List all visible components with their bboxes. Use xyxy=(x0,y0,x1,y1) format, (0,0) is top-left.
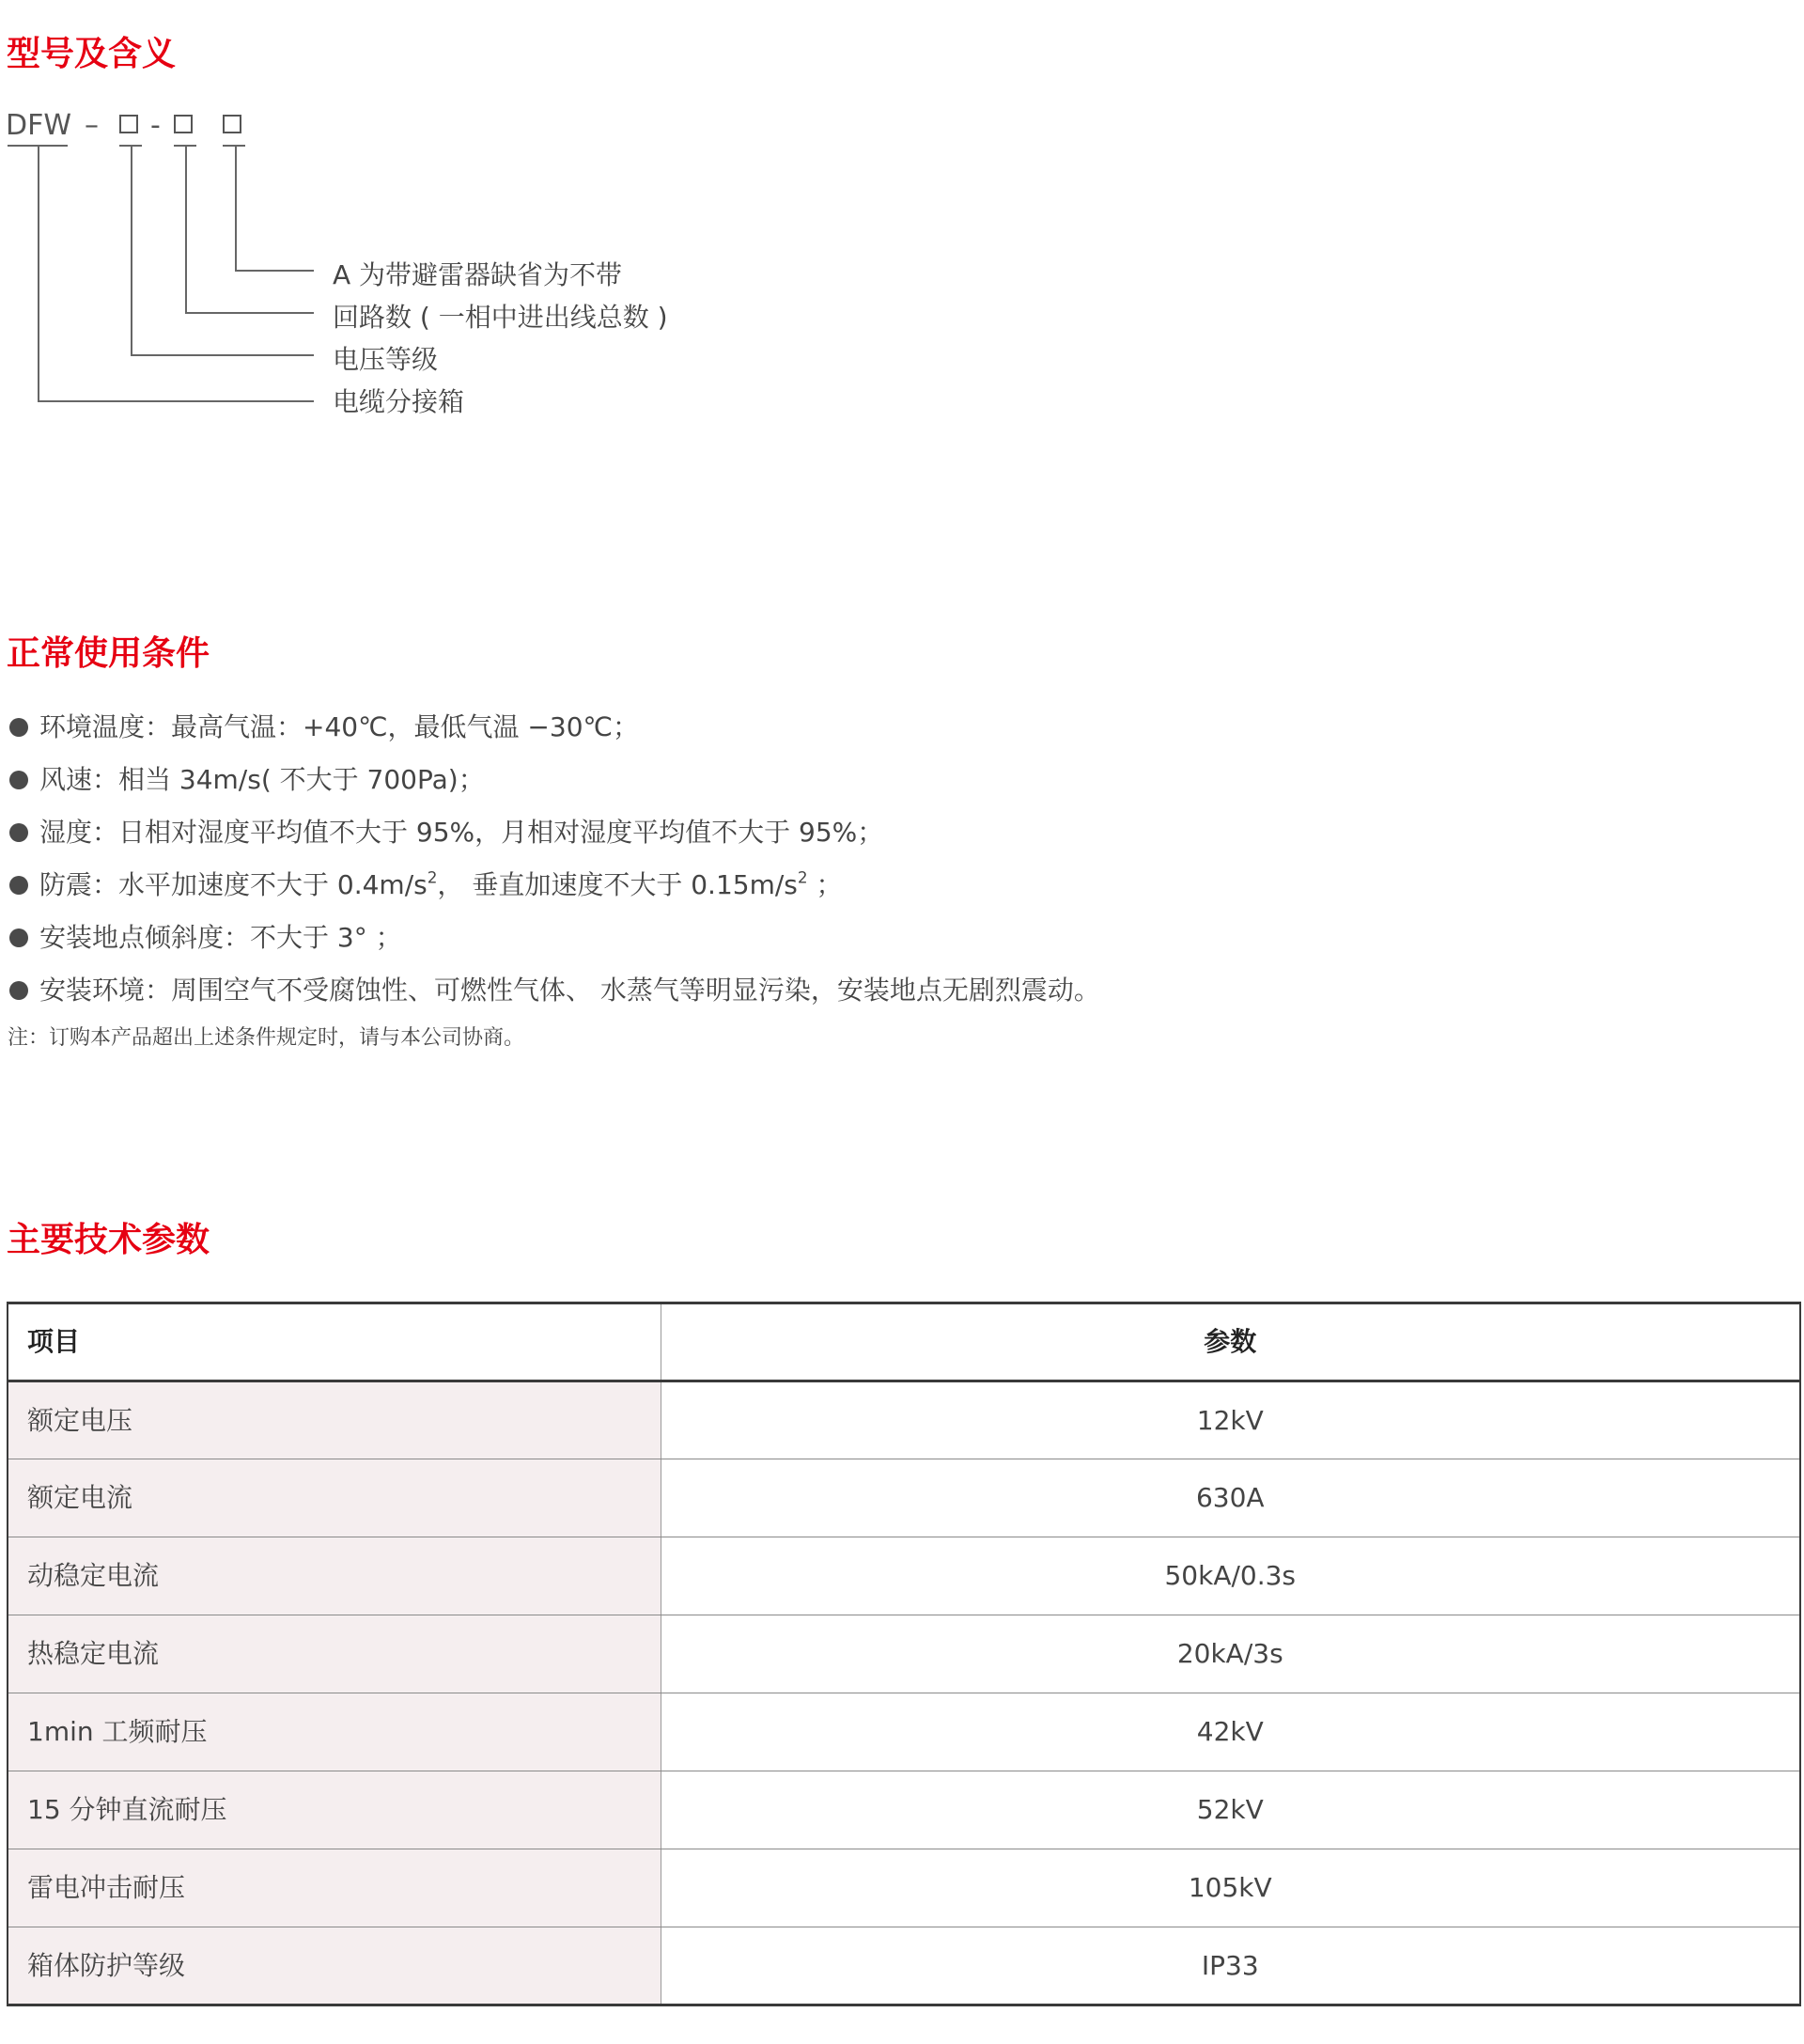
placeholder-box-arrester xyxy=(223,115,241,133)
conditions-list xyxy=(8,709,1100,1024)
seismic-vertical-exponent: 2 xyxy=(797,867,808,887)
conditions-section-title: 正常使用条件 xyxy=(7,634,210,673)
list-item xyxy=(8,972,1100,1024)
header-item: 项目 xyxy=(8,1303,661,1381)
legend-voltage: 电压等级 xyxy=(333,344,439,375)
model-code-diagram xyxy=(0,0,752,432)
row-value-rated-voltage: 12kV xyxy=(661,1381,1800,1459)
row-item-dc-withstand: 15 分钟直流耐压 xyxy=(8,1771,661,1849)
row-item-ip-rating: 箱体防护等级 xyxy=(8,1927,661,2005)
seismic-horizontal-text: 防震：水平加速度不大于 0.4m/s xyxy=(39,869,428,900)
condition-wind: 风速：相当 34m/s( 不大于 700Pa)； xyxy=(39,764,485,795)
table-row xyxy=(8,1459,1800,1537)
model-code-hyphen: - xyxy=(150,109,161,142)
placeholder-box-voltage xyxy=(119,115,138,133)
bullet-dot-icon xyxy=(9,823,28,842)
table-header-row xyxy=(8,1303,1800,1381)
bullet-dot-icon xyxy=(9,718,28,737)
row-item-power-frequency: 1min 工频耐压 xyxy=(8,1693,661,1771)
condition-seismic xyxy=(39,869,842,900)
row-item-lightning-impulse: 雷电冲击耐压 xyxy=(8,1849,661,1927)
leader-vertical-arrester xyxy=(235,147,237,272)
condition-temperature: 环境温度：最高气温：+40℃，最低气温 −30℃； xyxy=(39,711,639,742)
bullet-dot-icon xyxy=(9,771,28,789)
row-value-lightning-impulse: 105kV xyxy=(661,1849,1800,1927)
table-row xyxy=(8,1771,1800,1849)
row-item-thermal-current: 热稳定电流 xyxy=(8,1615,661,1693)
condition-inclination: 安装地点倾斜度：不大于 3° ； xyxy=(39,922,402,953)
leader-vertical-circuits xyxy=(185,147,187,314)
row-value-ip-rating: IP33 xyxy=(661,1927,1800,2005)
bullet-dot-icon xyxy=(9,981,28,1000)
bullet-dot-icon xyxy=(9,928,28,947)
table-row xyxy=(8,1849,1800,1927)
leader-vertical-prefix xyxy=(38,147,39,402)
seismic-vertical-text: ， 垂直加速度不大于 0.15m/s xyxy=(437,869,798,900)
row-item-rated-voltage: 额定电压 xyxy=(8,1381,661,1459)
bullet-dot-icon xyxy=(9,876,28,895)
specs-section-title: 主要技术参数 xyxy=(7,1221,210,1259)
legend-cable-box: 电缆分接箱 xyxy=(333,386,465,417)
conditions-note: 注：订购本产品超出上述条件规定时，请与本公司协商。 xyxy=(8,1026,525,1050)
list-item xyxy=(8,709,1100,761)
table-row xyxy=(8,1537,1800,1615)
list-item xyxy=(8,761,1100,814)
row-item-dynamic-current: 动稳定电流 xyxy=(8,1537,661,1615)
leader-horizontal-voltage xyxy=(131,354,314,356)
row-value-dc-withstand: 52kV xyxy=(661,1771,1800,1849)
table-row xyxy=(8,1693,1800,1771)
condition-environment: 安装环境：周围空气不受腐蚀性、可燃性气体、 水蒸气等明显污染，安装地点无剧烈震动。 xyxy=(39,975,1100,1006)
table-row xyxy=(8,1381,1800,1459)
leader-horizontal-prefix xyxy=(38,400,314,402)
table-row xyxy=(8,1615,1800,1693)
list-item xyxy=(8,814,1100,866)
header-value: 参数 xyxy=(661,1303,1800,1381)
table-row xyxy=(8,1927,1800,2005)
seismic-horizontal-exponent: 2 xyxy=(427,867,438,887)
row-value-rated-current: 630A xyxy=(661,1459,1800,1537)
model-code-dash: – xyxy=(85,109,99,142)
placeholder-box-circuits xyxy=(174,115,193,133)
model-code-prefix: DFW xyxy=(6,109,72,142)
code-underline-arrester xyxy=(223,145,245,147)
model-section-title: 型号及含义 xyxy=(7,35,177,73)
list-item xyxy=(8,866,1100,919)
leader-horizontal-circuits xyxy=(185,312,314,314)
condition-humidity: 湿度：日相对湿度平均值不大于 95%，月相对湿度平均值不大于 95%； xyxy=(39,817,884,848)
leader-horizontal-arrester xyxy=(235,270,314,272)
list-item xyxy=(8,919,1100,972)
legend-circuits: 回路数 ( 一相中进出线总数 ) xyxy=(333,302,668,333)
row-value-thermal-current: 20kA/3s xyxy=(661,1615,1800,1693)
legend-arrester: A 为带避雷器缺省为不带 xyxy=(333,259,623,290)
seismic-end-punct: ； xyxy=(807,869,843,900)
row-value-dynamic-current: 50kA/0.3s xyxy=(661,1537,1800,1615)
leader-vertical-voltage xyxy=(131,147,132,356)
row-value-power-frequency: 42kV xyxy=(661,1693,1800,1771)
row-item-rated-current: 额定电流 xyxy=(8,1459,661,1537)
specs-table xyxy=(7,1302,1801,2006)
